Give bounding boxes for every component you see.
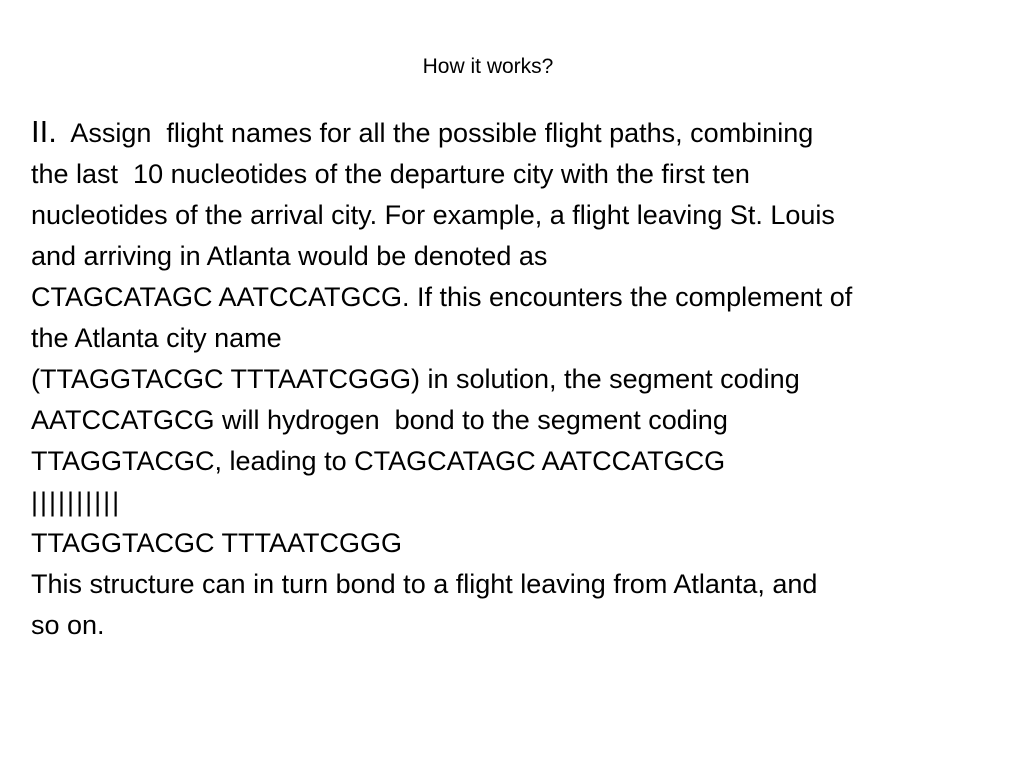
body-line-4: and arriving in Atlanta would be denoted as — [31, 241, 548, 271]
body-line-8: AATCCATGCG will hydrogen bond to the segment coding — [31, 405, 728, 435]
roman-numeral: II. — [31, 114, 57, 149]
body-line-2: the last 10 nucleotides of the departure city with the first ten — [31, 159, 750, 189]
body-line-13: so on. — [31, 610, 105, 640]
body-line-9: TTAGGTACGC, leading to CTAGCATAGC AATCCATGCG — [31, 446, 726, 476]
body-line-11: TTAGGTACGC TTTAATCGGG — [31, 528, 402, 558]
slide-body — [31, 111, 991, 646]
bond-bars-line: |||||||||| — [31, 487, 122, 517]
body-line-6: the Atlanta city name — [31, 323, 282, 353]
body-line-1 — [31, 111, 991, 154]
body-line-1-text: Assign flight names for all the possible flight paths, combining — [56, 118, 814, 148]
body-line-3: nucleotides of the arrival city. For example, a flight leaving St. Louis — [31, 200, 835, 230]
slide-title: How it works? — [422, 55, 554, 78]
body-line-7: (TTAGGTACGC TTTAATCGGG) in solution, the segment coding — [31, 364, 800, 394]
body-line-5: CTAGCATAGC AATCCATGCG. If this encounters the complement of — [31, 282, 853, 312]
body-line-12: This structure can in turn bond to a flight leaving from Atlanta, and — [31, 569, 818, 599]
